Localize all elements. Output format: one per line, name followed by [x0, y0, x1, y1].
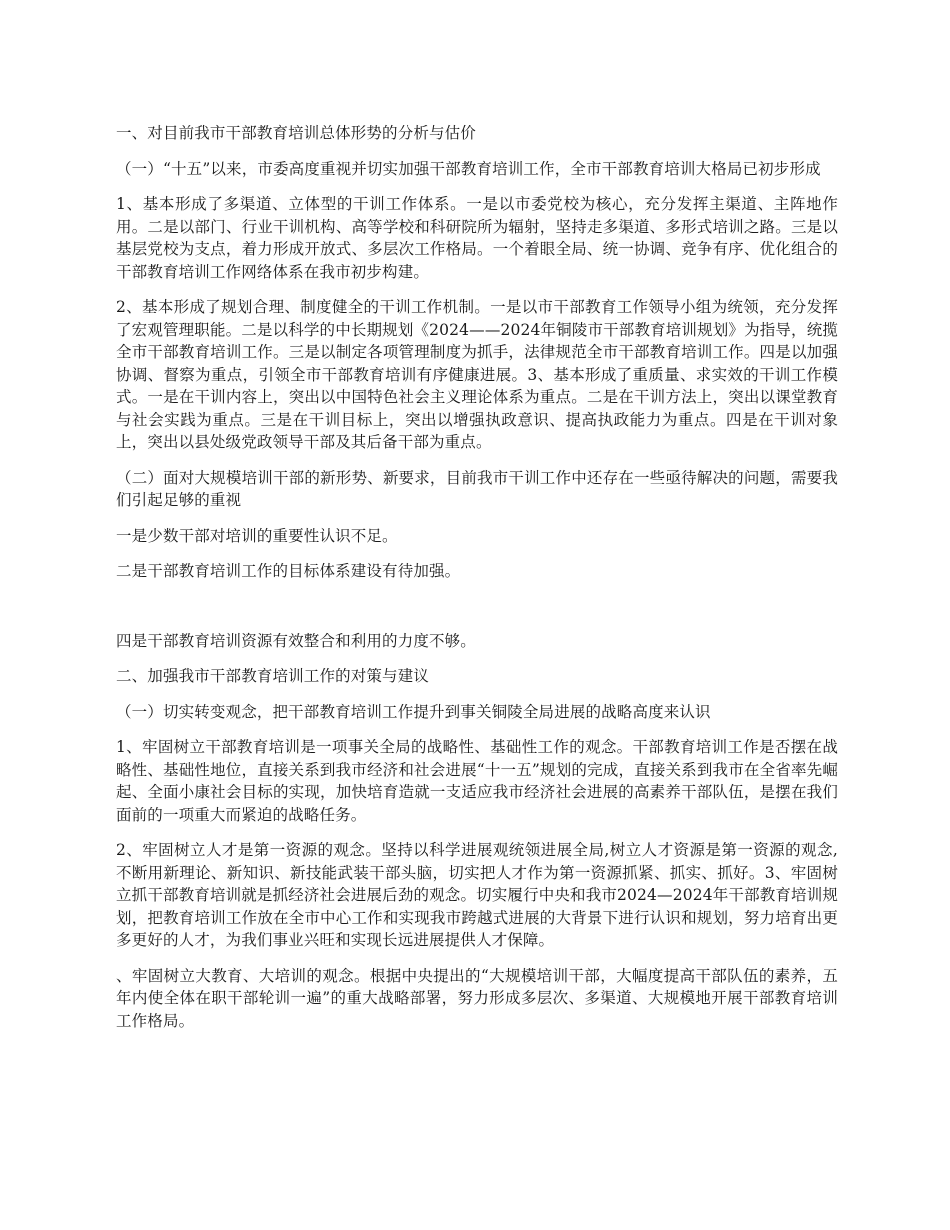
subsection-heading-1-1: （一）“十五”以来，市委高度重视并切实加强干部教育培训工作，全市干部教育培训大格局已初步形成	[116, 159, 821, 178]
paragraph-work-mechanism: 2、基本形成了规划合理、制度健全的干训工作机制。一是以市干部教育工作领导小组为统领，充分发挥了宏观管理职能。二是以科学的中长期规划《2024——2024年铜陵市干部教育培训规划》为指导，统揽全市干部教育培训工作。三是以制定各项管理制度为抓手，法律规范全市干部教育培训工作。四是以加强协调、督察为重点，引领全市干部教育培训有序健康进展。3、基本形成了重质量、求实效的干训工作模式。一是在干训内容上，突出以中国特色社会主义理论体系为重点。二是在干训方法上，突出以课堂教育与社会实践为重点。三是在干训目标上，突出以增强执政意识、提高执政能力为重点。四是在干训对象上，突出以县处级党政领导干部及其后备干部为重点。	[116, 298, 838, 451]
section-heading-1: 一、对目前我市干部教育培训总体形势的分析与估价	[116, 124, 476, 142]
section-heading-2: 二、加强我市干部教育培训工作的对策与建议	[116, 667, 430, 685]
paragraph-work-system: 1、基本形成了多渠道、立体型的干训工作体系。一是以市委党校为核心，充分发挥主渠道、主阵地作用。二是以部门、行业干训机构、高等学校和科研院所为辐射，坚持走多渠道、多形式培训之路。三是以基层党校为支点，着力形成开放式、多层次工作格局。一个着眼全局、统一协调、竞争有序、优化组合的干部教育培训工作网络体系在我市初步构建。	[116, 195, 838, 281]
paragraph-big-training-view: 、牢固树立大教育、大培训的观念。根据中央提出的“大规模培训干部，大幅度提高干部队伍的素养，五年内使全体在职干部轮训一遍”的重大战略部署，努力形成多层次、多渠道、大规模地开展干部教育培训工作格局。	[116, 966, 838, 1030]
document-body	[116, 122, 838, 1032]
problem-item-4: 四是干部教育培训资源有效整合和利用的力度不够。	[116, 631, 476, 650]
paragraph-strategic-view: 1、牢固树立干部教育培训是一项事关全局的战略性、基础性工作的观念。干部教育培训工作是否摆在战略性、基础性地位，直接关系到我市经济和社会进展“十一五”规划的完成，直接关系到我市在全省率先崛起、全面小康社会目标的实现，加快培育造就一支适应我市经济社会进展的高素养干部队伍，是摆在我们面前的一项重大而紧迫的战略任务。	[116, 738, 838, 824]
paragraph-talent-view: 2、牢固树立人才是第一资源的观念。坚持以科学进展观统领进展全局,树立人才资源是第一资源的观念,不断用新理论、新知识、新技能武装干部头脑，切实把人才作为第一资源抓紧、抓实、抓好。3、牢固树立抓干部教育培训就是抓经济社会进展后劲的观念。切实履行中央和我市2024—2024年干部教育培训规划，把教育培训工作放在全市中心工作和实现我市跨越式进展的大背景下进行认识和规划，努力培育出更多更好的人才，为我们事业兴旺和实现长远进展提供人才保障。	[116, 841, 838, 949]
problem-item-2: 二是干部教育培训工作的目标体系建设有待加强。	[116, 562, 461, 580]
subsection-heading-1-2: （二）面对大规模培训干部的新形势、新要求，目前我市干训工作中还存在一些亟待解决的问题，需要我们引起足够的重视	[116, 468, 838, 509]
subsection-heading-2-1: （一）切实转变观念，把干部教育培训工作提升到事关铜陵全局进展的战略高度来认识	[116, 702, 711, 721]
problem-item-1: 一是少数干部对培训的重要性认识不足。	[116, 526, 398, 545]
